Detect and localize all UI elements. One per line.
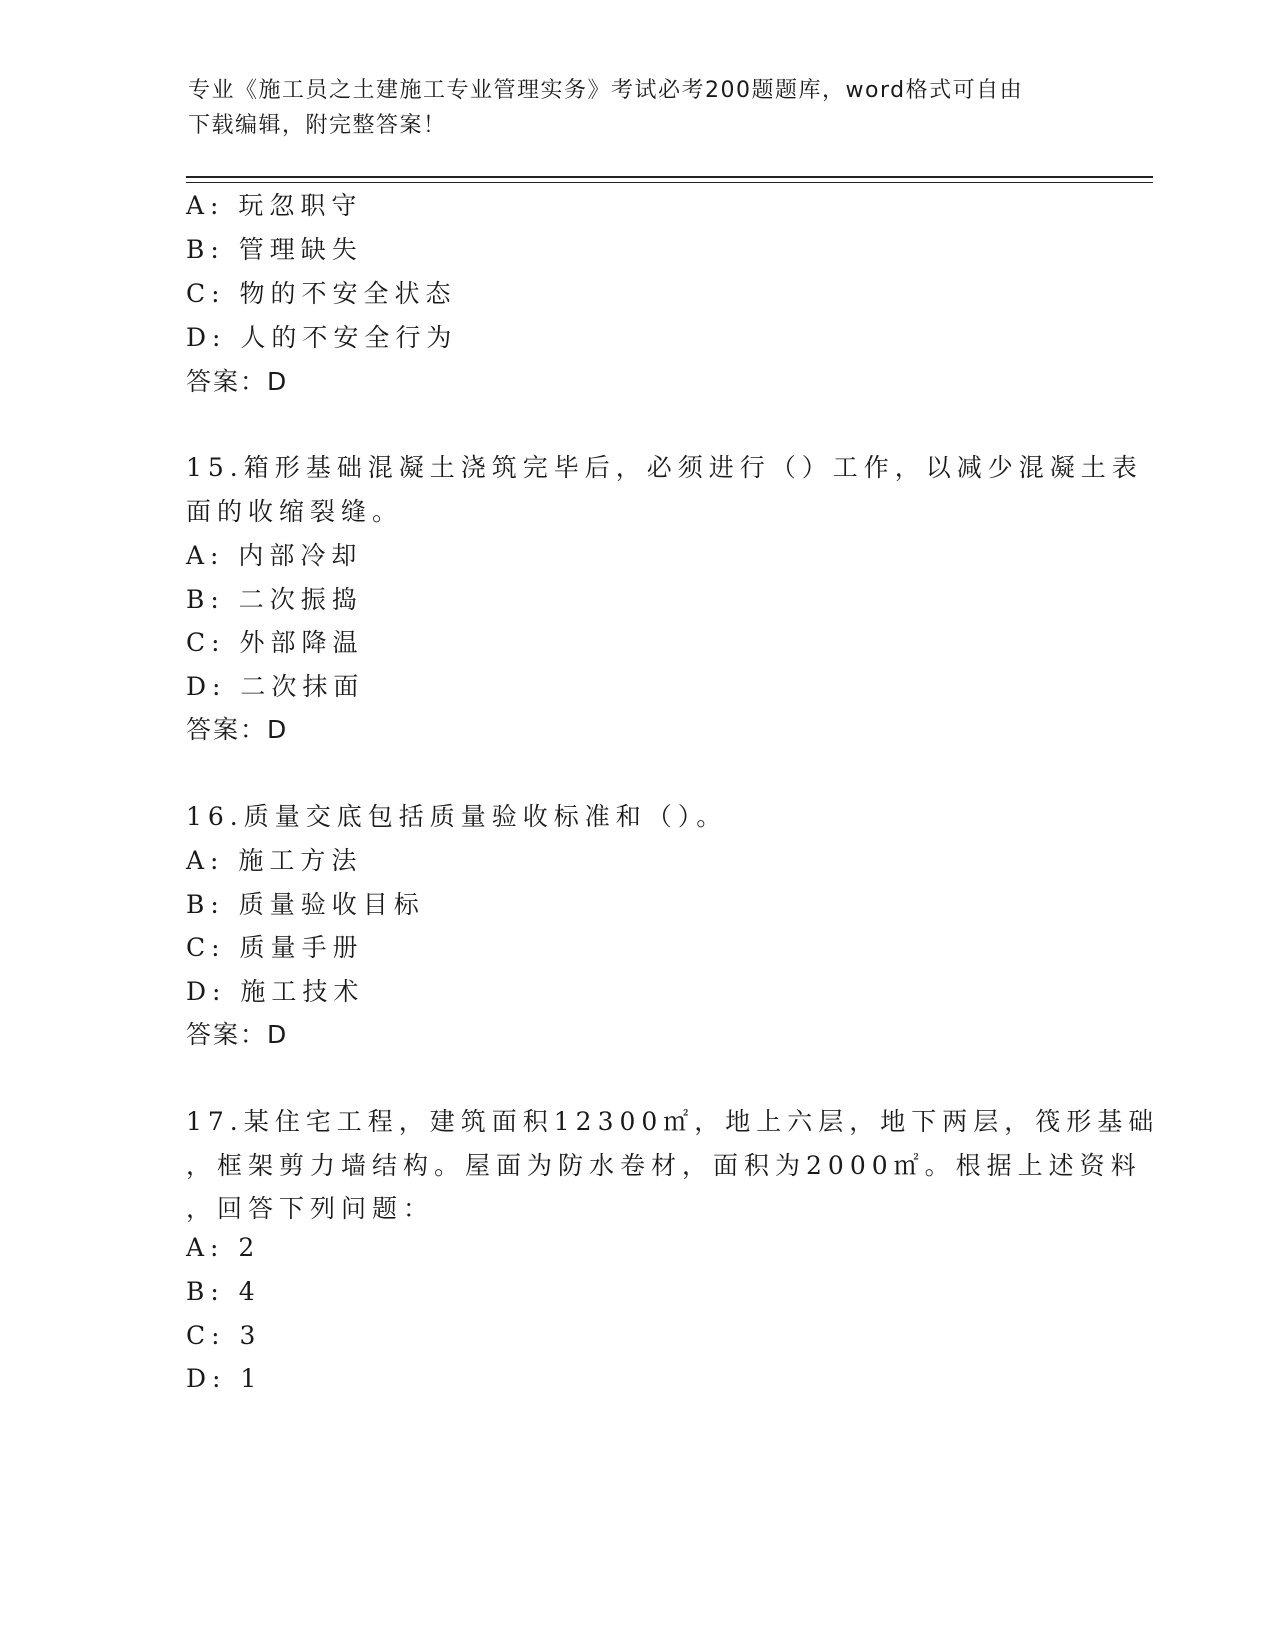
header-rule-thin (186, 182, 1153, 183)
q15-option-b: B: 二次振捣 (186, 585, 363, 614)
prev-option-c: C: 物的不安全状态 (186, 279, 457, 308)
q16-option-c: C: 质量手册 (186, 933, 364, 962)
q17-stem-line-3: ，回答下列问题： (186, 1194, 435, 1223)
q17-option-d: D: 1 (186, 1364, 263, 1393)
q15-stem-line-1: 15.箱形基础混凝土浇筑完毕后，必须进行（）工作，以减少混凝土表 (186, 453, 1143, 482)
q16-option-a: A: 施工方法 (186, 846, 363, 875)
q17-stem-line-2: ，框架剪力墙结构。屋面为防水卷材，面积为2000㎡。根据上述资料 (186, 1151, 1142, 1180)
q16-option-d: D: 施工技术 (186, 977, 365, 1006)
q17-option-b: B: 4 (186, 1277, 261, 1306)
q16-stem-line-1: 16.质量交底包括质量验收标准和（）。 (186, 802, 728, 831)
header-line-2: 下载编辑，附完整答案！ (188, 113, 447, 138)
q17-stem-line-1: 17.某住宅工程，建筑面积12300㎡，地上六层，地下两层，筏形基础 (186, 1107, 1160, 1136)
q16-option-b: B: 质量验收目标 (186, 890, 425, 919)
q15-option-a: A: 内部冷却 (186, 541, 363, 570)
q15-option-c: C: 外部降温 (186, 628, 364, 657)
header-rule-thick (186, 176, 1153, 178)
q17-option-a: A: 2 (186, 1233, 261, 1262)
q15-stem-line-2: 面的收缩裂缝。 (186, 497, 404, 526)
prev-option-b: B: 管理缺失 (186, 235, 363, 264)
q15-answer: 答案：D (186, 715, 289, 744)
q17-option-c: C: 3 (186, 1321, 262, 1350)
q16-answer: 答案：D (186, 1020, 289, 1049)
prev-answer: 答案：D (186, 367, 289, 396)
q15-option-d: D: 二次抹面 (186, 672, 365, 701)
prev-option-a: A: 玩忽职守 (186, 191, 363, 220)
prev-option-d: D: 人的不安全行为 (186, 323, 458, 352)
document-header (188, 73, 1068, 143)
header-line-1: 专业《施工员之土建施工专业管理实务》考试必考200题题库，word格式可自由 (188, 78, 1024, 103)
